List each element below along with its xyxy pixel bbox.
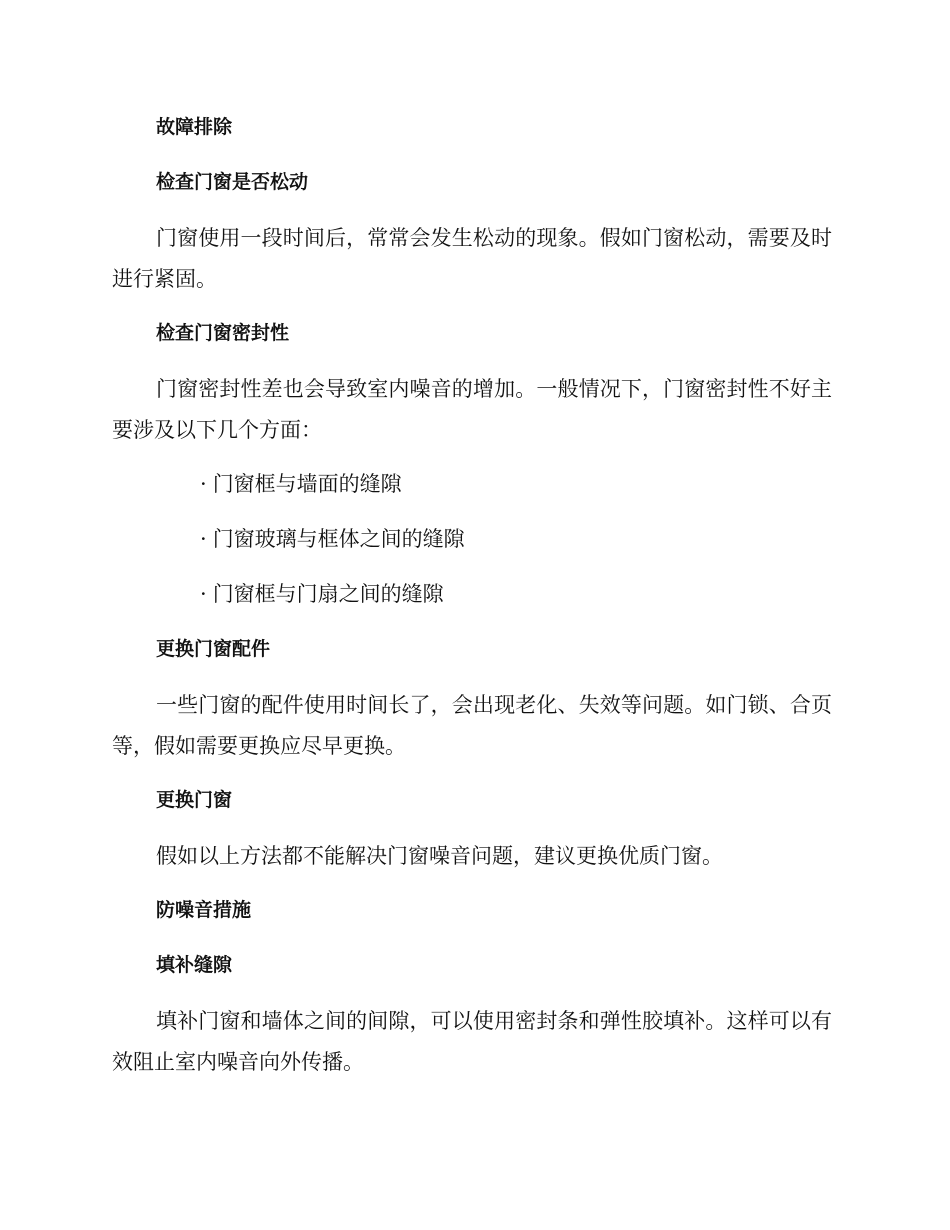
bullet-item [112, 465, 832, 503]
bullet-marker: · [200, 472, 207, 496]
heading-replace-window: 更换门窗 [156, 789, 233, 811]
bullet-text: 门窗框与门扇之间的缝隙 [212, 582, 444, 606]
paragraph-replace-window: 假如以上方法都不能解决门窗噪音问题，建议更换优质门窗。 [156, 844, 723, 868]
document-page [112, 108, 832, 1097]
paragraph-check-loose: 门窗使用一段时间后，常常会发生松动的现象。假如门窗松动，需要及时进行紧固。 [112, 226, 832, 291]
paragraph-check-seal: 门窗密封性差也会导致室内噪音的增加。一般情况下，门窗密封性不好主要涉及以下几个方面： [112, 377, 832, 442]
heading-fill-gaps: 填补缝隙 [156, 954, 233, 976]
paragraph-replace-parts: 一些门窗的配件使用时间长了，会出现老化、失效等问题。如门锁、合页等，假如需要更换应尽早更换。 [112, 693, 832, 758]
bullet-item [112, 575, 832, 613]
bullet-item [112, 520, 832, 558]
bullet-text: 门窗框与墙面的缝隙 [212, 472, 402, 496]
bullet-marker: · [200, 527, 207, 551]
heading-troubleshooting: 故障排除 [156, 116, 233, 138]
heading-check-loose: 检查门窗是否松动 [156, 171, 309, 193]
heading-check-seal: 检查门窗密封性 [156, 322, 290, 344]
bullet-text: 门窗玻璃与框体之间的缝隙 [212, 527, 465, 551]
heading-noise-prevention: 防噪音措施 [156, 899, 252, 921]
paragraph-fill-gaps: 填补门窗和墙体之间的间隙，可以使用密封条和弹性胶填补。这样可以有效阻止室内噪音向外传播。 [112, 1009, 832, 1074]
heading-replace-parts: 更换门窗配件 [156, 638, 271, 660]
bullet-marker: · [200, 582, 207, 606]
